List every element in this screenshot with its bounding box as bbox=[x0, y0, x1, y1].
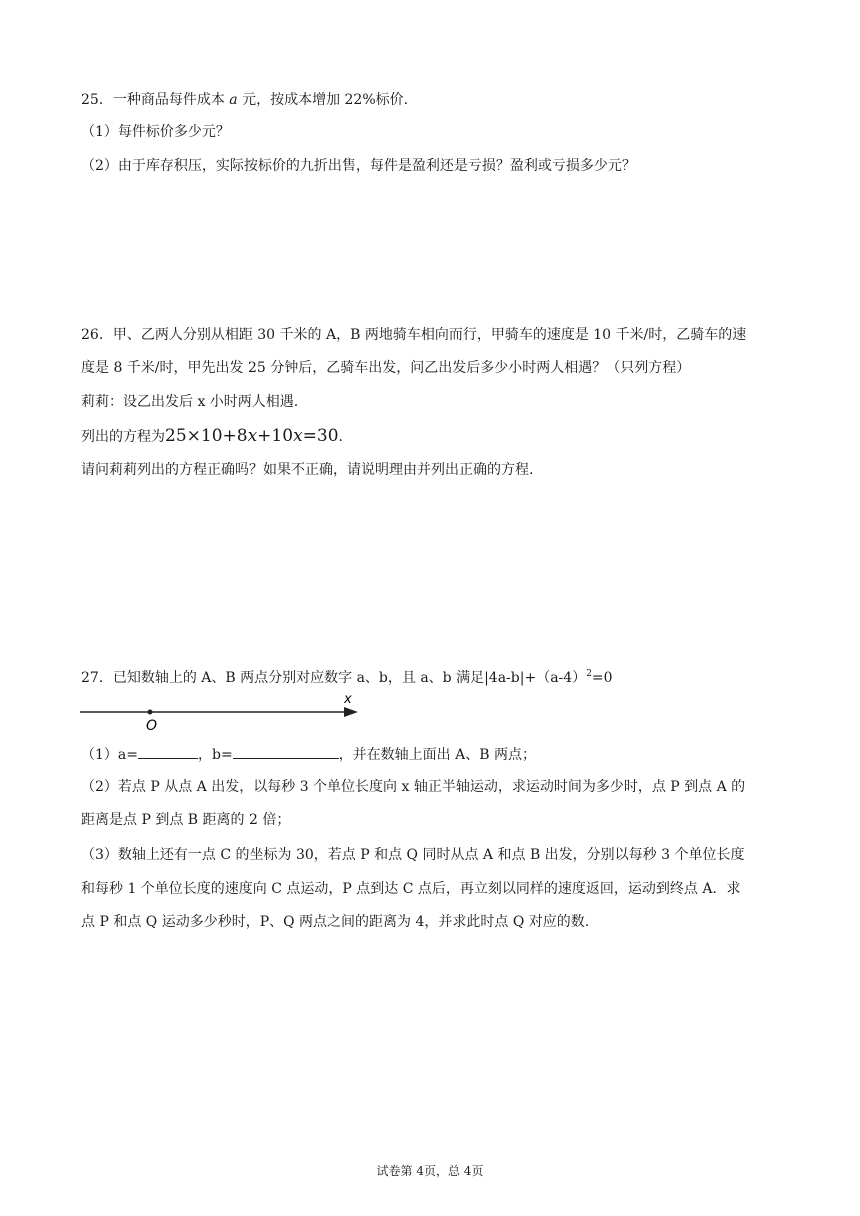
page-footer: 试卷第 4页，总 4页 bbox=[376, 1164, 484, 1178]
eq-part-c: =30 bbox=[302, 426, 339, 446]
q26-line1: 26．甲、乙两人分别从相距 30 千米的 A，B 两地骑车相向而行，甲骑车的速度是 10 千米/时，乙骑车的速 bbox=[81, 327, 747, 343]
q26-line3: 莉莉：设乙出发后 x 小时两人相遇. bbox=[81, 394, 299, 410]
q26-equation-prefix: 列出的方程为 bbox=[81, 429, 165, 445]
q25-stem-text-end: 元，按成本增加 22%标价. bbox=[237, 92, 409, 108]
q27-part1-b-label: ，b= bbox=[197, 747, 233, 763]
q27-part1-a-label: （1）a= bbox=[81, 747, 138, 763]
number-line bbox=[78, 692, 368, 736]
q25-part1: （1）每件标价多少元？ bbox=[81, 124, 230, 140]
q27-part3-line2: 和每秒 1 个单位长度的速度向 C 点运动，P 点到达 C 点后，再立刻以同样的速度返回，运动到终点 A．求 bbox=[81, 881, 741, 897]
q27-part3-line1: （3）数轴上还有一点 C 的坐标为 30，若点 P 和点 Q 同时从点 A 和点 B 出发，分别以每秒 3 个单位长度 bbox=[81, 847, 745, 863]
q27-exponent: 2 bbox=[586, 669, 592, 679]
axis-arrow-icon bbox=[344, 707, 358, 717]
q27-stem bbox=[81, 664, 613, 688]
q26-equation-suffix: . bbox=[338, 429, 343, 445]
eq-part-b: +10 bbox=[257, 426, 294, 446]
q27-part3-line3: 点 P 和点 Q 运动多少秒时，P、Q 两点之间的距离为 4，并求此时点 Q 对应的数. bbox=[81, 914, 590, 930]
q27-stem-text: 27．已知数轴上的 A、B 两点分别对应数字 a、b，且 a、b 满足|4a-b|+（a-4） bbox=[81, 670, 587, 686]
origin-point bbox=[148, 710, 153, 715]
x-axis-label: x bbox=[344, 692, 352, 707]
q27-part1 bbox=[81, 744, 536, 765]
q25-part2: （2）由于库存积压，实际按标价的九折出售，每件是盈利还是亏损？盈利或亏损多少元？ bbox=[81, 158, 636, 174]
q27-stem-end: =0 bbox=[591, 670, 613, 686]
eq-var-x1: x bbox=[247, 426, 258, 446]
q26-line2: 度是 8 千米/时，甲先出发 25 分钟后，乙骑车出发，问乙出发后多少小时两人相遇？（只列方程） bbox=[81, 360, 691, 376]
q26-equation-line bbox=[81, 426, 343, 447]
answer-blank-b[interactable] bbox=[233, 744, 339, 759]
q25-stem bbox=[81, 90, 408, 110]
eq-var-x2: x bbox=[293, 426, 303, 446]
q27-part2-line2: 距离是点 P 到点 B 距离的 2 倍； bbox=[81, 812, 291, 828]
answer-blank-a[interactable] bbox=[138, 744, 198, 759]
q27-part2-line1: （2）若点 P 从点 A 出发，以每秒 3 个单位长度向 x 轴正半轴运动，求运动时间为多少时，点 P 到点 A 的 bbox=[81, 779, 746, 795]
eq-part-a: 25×10+8 bbox=[165, 426, 248, 446]
q26-equation bbox=[165, 426, 339, 446]
q26-line5: 请问莉莉列出的方程正确吗？如果不正确，请说明理由并列出正确的方程. bbox=[81, 462, 534, 478]
q27-part1-instruction: ，并在数轴上面出 A、B 两点； bbox=[338, 747, 536, 763]
q25-variable-a: a bbox=[229, 92, 238, 108]
origin-label: O bbox=[146, 718, 158, 734]
q25-stem-text: 25．一种商品每件成本 bbox=[81, 92, 230, 108]
